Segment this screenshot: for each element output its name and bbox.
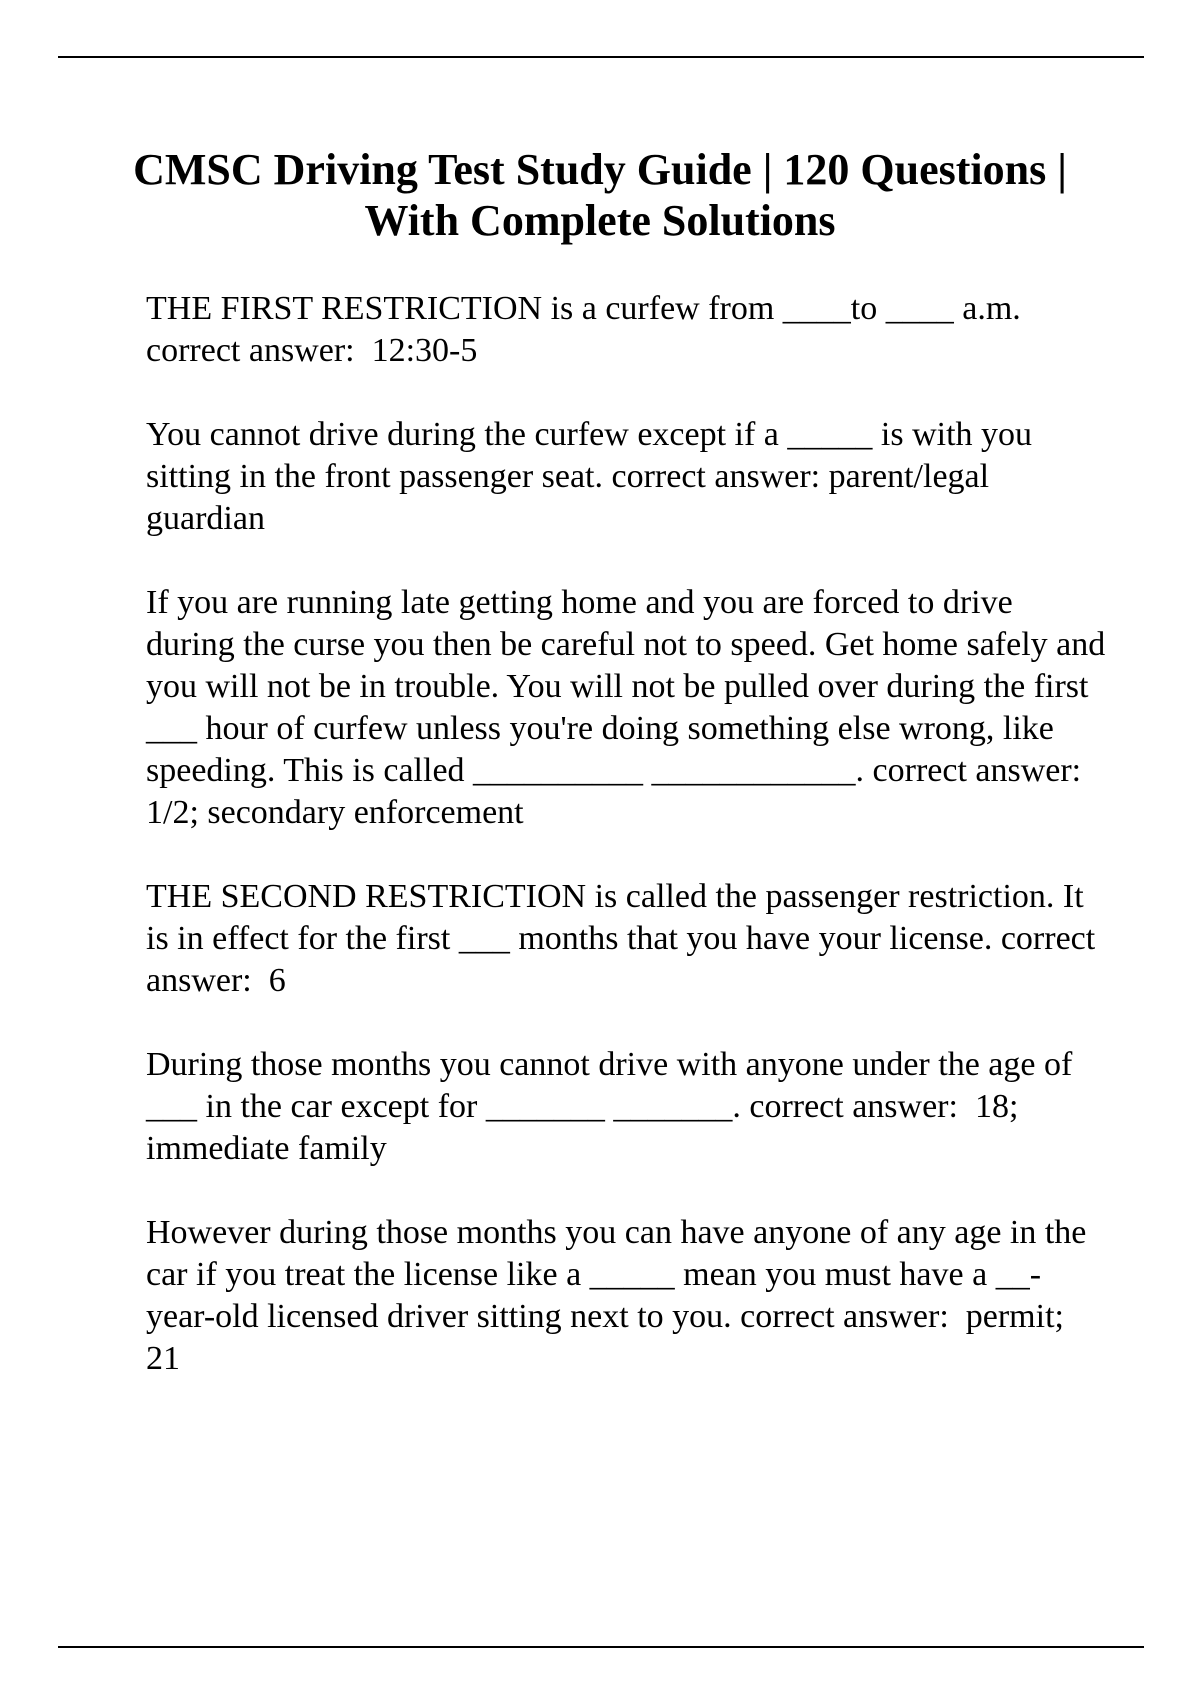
document-title: CMSC Driving Test Study Guide | 120 Questions | With Complete Solutions <box>133 145 1067 245</box>
bottom-rule <box>58 1646 1144 1648</box>
question-list <box>146 288 1114 1422</box>
question-item-4: THE SECOND RESTRICTION is called the passenger restriction. It is in effect for the first ___ months that you have your license. correct answer: 6 <box>146 878 1104 999</box>
question-item-5: During those months you cannot drive with anyone under the age of ___ in the car except for _______ _______. correct answer: 18; immediate family <box>146 1046 1081 1167</box>
question-item-2: You cannot drive during the curfew except if a _____ is with you sitting in the front passenger seat. correct answer: parent/legal guardian <box>146 416 1041 537</box>
question-item-6: However during those months you can have anyone of any age in the car if you treat the license like a _____ mean you must have a __-year-old licensed driver sitting next to you. correct answer: permit; 21 <box>146 1214 1095 1377</box>
question-item-3: If you are running late getting home and you are forced to drive during the curse you then be careful not to speed. Get home safely and you will not be in trouble. You will not be pulled over during the first ___ hour of curfew unless you're doing something else wrong, like speeding. This is called __________ ____________. correct answer: 1/2; secondary enforcement <box>146 584 1114 831</box>
question-item-1: THE FIRST RESTRICTION is a curfew from ____to ____ a.m. correct answer: 12:30-5 <box>146 290 1030 369</box>
top-rule <box>58 56 1144 58</box>
